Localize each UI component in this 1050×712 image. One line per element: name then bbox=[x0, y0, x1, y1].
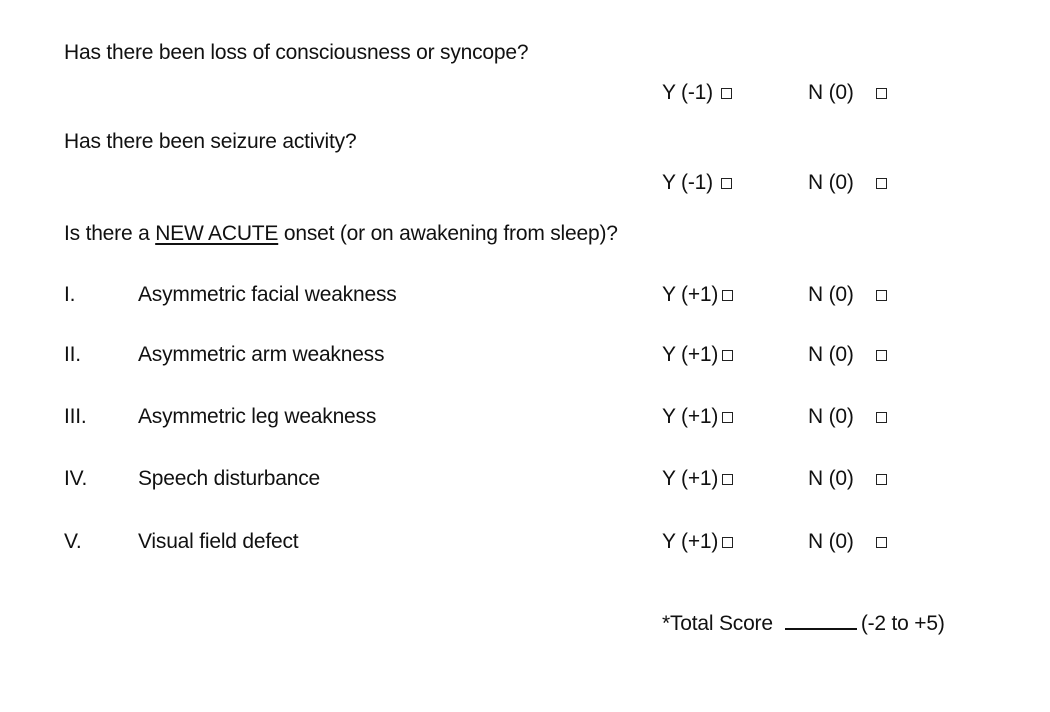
checkbox-icon[interactable] bbox=[722, 290, 733, 301]
speech-disturbance-yes-option[interactable] bbox=[662, 468, 733, 489]
item-numeral: II. bbox=[64, 343, 81, 366]
question-suffix: onset (or on awakening from sleep)? bbox=[278, 222, 618, 245]
total-score-label: *Total Score bbox=[662, 612, 773, 635]
checkbox-icon[interactable] bbox=[721, 88, 732, 99]
visual-field-defect-yes-option[interactable] bbox=[662, 531, 733, 552]
facial-weakness-yes-option[interactable] bbox=[662, 284, 733, 305]
checkbox-icon[interactable] bbox=[721, 178, 732, 189]
visual-field-defect-no-option[interactable] bbox=[808, 531, 887, 552]
question-prefix: Is there a bbox=[64, 222, 156, 245]
seizure-yes-option[interactable] bbox=[662, 172, 732, 193]
seizure-no-option[interactable] bbox=[808, 172, 887, 193]
speech-disturbance-no-label: N (0) bbox=[808, 467, 854, 490]
facial-weakness-no-label: N (0) bbox=[808, 283, 854, 306]
question-new-acute-onset bbox=[64, 223, 618, 244]
item-numeral: I. bbox=[64, 283, 76, 306]
syncope-no-label: N (0) bbox=[808, 81, 854, 104]
checkbox-icon[interactable] bbox=[722, 474, 733, 485]
arm-weakness-no-option[interactable] bbox=[808, 344, 887, 365]
item-label-leg-weakness: Asymmetric leg weakness bbox=[138, 405, 377, 428]
checkbox-icon[interactable] bbox=[876, 412, 887, 423]
checkbox-icon[interactable] bbox=[722, 350, 733, 361]
leg-weakness-no-label: N (0) bbox=[808, 405, 854, 428]
seizure-no-label: N (0) bbox=[808, 171, 854, 194]
facial-weakness-yes-label: Y (+1) bbox=[662, 283, 719, 306]
item-numeral: V. bbox=[64, 530, 82, 553]
speech-disturbance-no-option[interactable] bbox=[808, 468, 887, 489]
checkbox-icon[interactable] bbox=[722, 412, 733, 423]
checkbox-icon[interactable] bbox=[876, 178, 887, 189]
arm-weakness-no-label: N (0) bbox=[808, 343, 854, 366]
seizure-yes-label: Y (-1) bbox=[662, 171, 713, 194]
total-score-row bbox=[662, 610, 945, 634]
item-label-facial-weakness: Asymmetric facial weakness bbox=[138, 283, 397, 306]
speech-disturbance-yes-label: Y (+1) bbox=[662, 467, 719, 490]
checkbox-icon[interactable] bbox=[722, 537, 733, 548]
facial-weakness-no-option[interactable] bbox=[808, 284, 887, 305]
syncope-yes-label: Y (-1) bbox=[662, 81, 713, 104]
checkbox-icon[interactable] bbox=[876, 290, 887, 301]
visual-field-defect-no-label: N (0) bbox=[808, 530, 854, 553]
arm-weakness-yes-label: Y (+1) bbox=[662, 343, 719, 366]
item-numeral: III. bbox=[64, 405, 87, 428]
question-seizure: Has there been seizure activity? bbox=[64, 130, 357, 153]
item-numeral: IV. bbox=[64, 467, 88, 490]
syncope-no-option[interactable] bbox=[808, 82, 887, 103]
checkbox-icon[interactable] bbox=[876, 537, 887, 548]
total-score-range: (-2 to +5) bbox=[860, 612, 945, 635]
question-emphasis: NEW ACUTE bbox=[155, 222, 279, 245]
item-label-arm-weakness: Asymmetric arm weakness bbox=[138, 343, 385, 366]
question-syncope: Has there been loss of consciousness or syncope? bbox=[64, 41, 529, 64]
syncope-yes-option[interactable] bbox=[662, 82, 732, 103]
leg-weakness-yes-option[interactable] bbox=[662, 406, 733, 427]
leg-weakness-yes-label: Y (+1) bbox=[662, 405, 719, 428]
item-label-visual-field-defect: Visual field defect bbox=[138, 530, 299, 553]
visual-field-defect-yes-label: Y (+1) bbox=[662, 530, 719, 553]
checkbox-icon[interactable] bbox=[876, 350, 887, 361]
checkbox-icon[interactable] bbox=[876, 88, 887, 99]
arm-weakness-yes-option[interactable] bbox=[662, 344, 733, 365]
leg-weakness-no-option[interactable] bbox=[808, 406, 887, 427]
item-label-speech-disturbance: Speech disturbance bbox=[138, 467, 321, 490]
checkbox-icon[interactable] bbox=[876, 474, 887, 485]
total-score-blank[interactable] bbox=[785, 610, 857, 630]
